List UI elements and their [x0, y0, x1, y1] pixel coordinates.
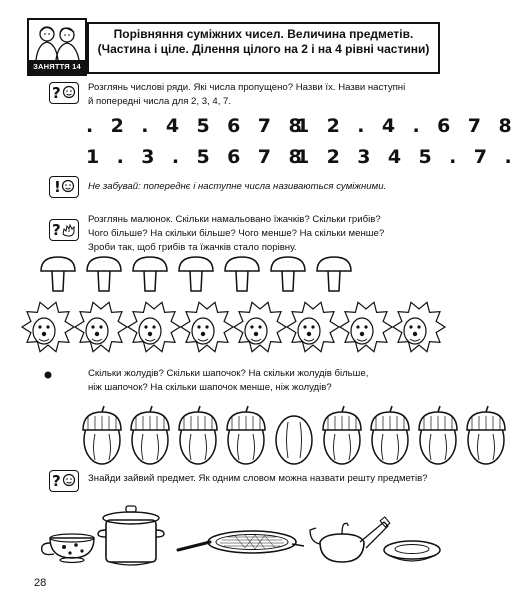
lesson-badge: [27, 18, 87, 76]
children-icon: [31, 22, 83, 62]
note-text: Не забувай: попереднє і наступне числа називаються суміжними.: [88, 181, 387, 192]
task2-text-line-3: Зроби так, щоб грибів та їжачків стало порівну.: [88, 242, 297, 253]
acorn-icon: [179, 406, 217, 464]
hedgehog-icon: [22, 302, 74, 351]
task1-text-line-1: Розглянь числові ряди. Які числа пропущено? Назви їх. Назви наступні: [88, 82, 406, 93]
acorn-icon: [371, 406, 409, 464]
mushroom-icon: [87, 257, 121, 291]
title-line-1: Порівняння суміжних чисел. Величина предметів.: [113, 27, 414, 41]
hedgehog-icon: [287, 302, 339, 351]
mushroom-icon: [41, 257, 75, 291]
hedgehog-row: [18, 296, 448, 358]
hedgehog-icon: [340, 302, 392, 351]
frying-pan-icon: [178, 531, 304, 553]
number-sequence-2: 1 2 . 4 . 6 7 8: [296, 115, 517, 137]
number-sequence-3: 1 . 3 . 5 6 7 8: [86, 146, 308, 168]
lesson-label: ЗАНЯТТЯ 14: [29, 60, 85, 74]
mushroom-icon: [225, 257, 259, 291]
hedgehog-icon: [49, 219, 79, 241]
number-sequence-1: . 2 . 4 5 6 7 8: [86, 115, 308, 137]
question-icon-2: [49, 470, 79, 492]
svg-text:?: ?: [52, 84, 61, 102]
cup-icon: [42, 534, 94, 563]
hedgehog-icon: [75, 302, 127, 351]
task4-text: Знайди зайвий предмет. Як одним словом можна назвати решту предметів?: [88, 473, 428, 484]
task3-text-line-1: Скільки жолудів? Скільки шапочок? На скільки жолудів більше,: [88, 368, 369, 379]
page-title: [87, 22, 440, 74]
acorn-row: [80, 404, 450, 466]
plate-icon: [384, 541, 440, 561]
mushroom-row: [40, 255, 420, 295]
watering-can-icon: [310, 517, 390, 562]
acorn-icon: [276, 416, 312, 464]
pot-icon: [98, 506, 164, 565]
acorn-icon: [227, 406, 265, 464]
svg-text:?: ?: [52, 472, 61, 490]
kitchen-items-row: [30, 500, 450, 572]
number-sequence-4: 1 2 3 4 5 . 7 .: [296, 146, 517, 168]
hedgehog-icon: [393, 302, 445, 351]
task2-text-line-2: Чого більше? На скільки більше? Чого менше? На скільки менше?: [88, 228, 385, 239]
task3-text-line-2: ніж шапочок? На скільки шапочок менше, ніж жолудів?: [88, 382, 332, 393]
hedgehog-icon: [128, 302, 180, 351]
mushroom-icon: [317, 257, 351, 291]
acorn-icon: [323, 406, 361, 464]
acorn-icon: [467, 406, 505, 464]
question-icon: [49, 82, 79, 104]
acorn-icon: [131, 406, 169, 464]
exclamation-icon: [49, 176, 79, 198]
title-line-2: (Частина і ціле. Ділення цілого на 2 і на 4 рівні частини): [97, 42, 430, 56]
mushroom-icon: [133, 257, 167, 291]
acorn-icon: [419, 406, 457, 464]
mushroom-icon: [271, 257, 305, 291]
mushroom-icon: [179, 257, 213, 291]
hedgehog-icon: [181, 302, 233, 351]
hedgehog-icon: [234, 302, 286, 351]
svg-text:!: !: [54, 178, 61, 196]
page-number: 28: [34, 577, 47, 589]
bullet-icon: [44, 371, 52, 379]
acorn-icon: [83, 406, 121, 464]
task2-text-line-1: Розглянь малюнок. Скільки намальовано їжачків? Скільки грибів?: [88, 214, 381, 225]
svg-text:?: ?: [52, 221, 61, 239]
task1-text-line-2: й попередні числа для 2, 3, 4, 7.: [88, 96, 232, 107]
